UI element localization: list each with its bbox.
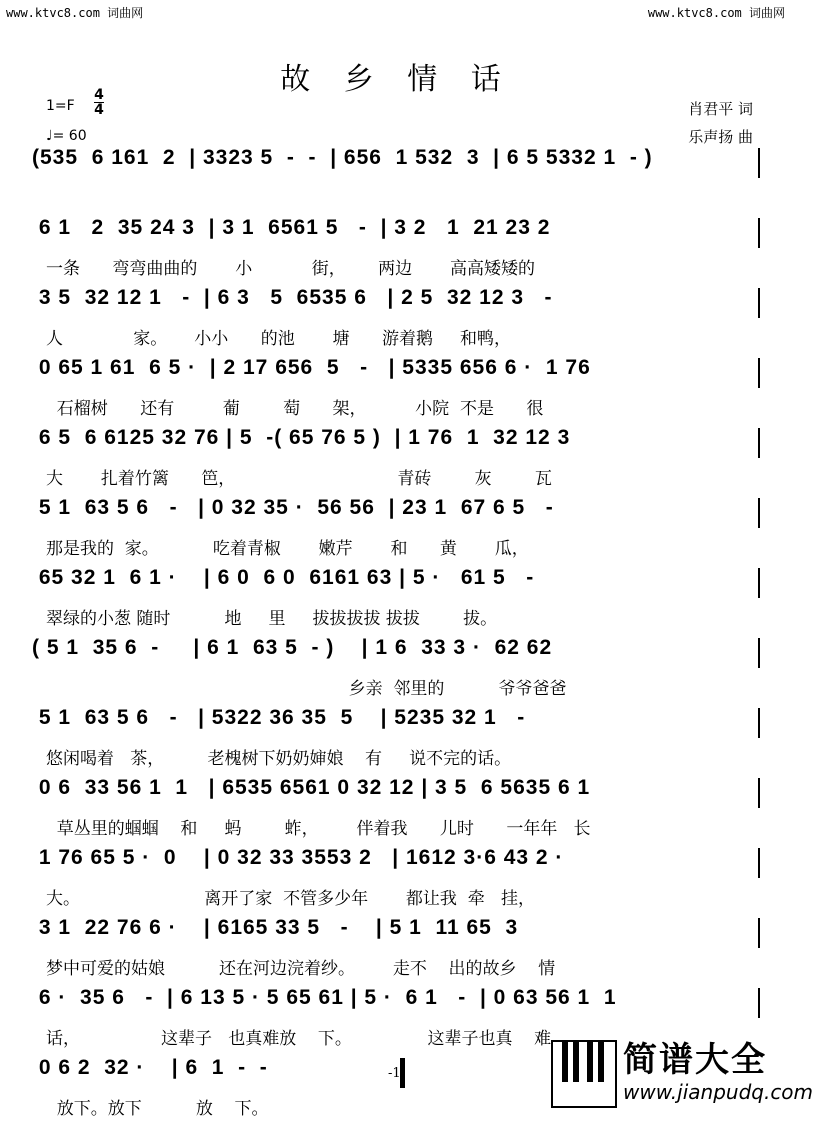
- score-system: [32, 772, 760, 842]
- lyrics-line: 大 扎着竹篱 笆， 青砖 灰 瓦: [46, 469, 552, 489]
- score-system: [32, 492, 760, 562]
- score-system: [32, 422, 760, 492]
- barline: [758, 218, 760, 248]
- barline: [758, 148, 760, 178]
- score-system: [32, 632, 760, 702]
- page-number: -1-: [387, 1066, 406, 1081]
- lyrics-line: 话， 这辈子 也真难放 下。 这辈子也真 难: [46, 1029, 552, 1049]
- score-system: [32, 842, 760, 912]
- barline: [758, 428, 760, 458]
- notation-line: 6 · 35 6 - | 6 13 5 · 5 65 61 | 5 · 6 1 - | 0 63 56 1 1: [32, 986, 617, 1009]
- barline: [758, 638, 760, 668]
- lyrics-line: 悠闲喝着 茶， 老槐树下奶奶婶娘 有 说不完的话。: [46, 749, 512, 769]
- song-title: 故 乡 情 话: [280, 62, 513, 97]
- score-system: [32, 212, 760, 282]
- notation-line: 0 6 2 32 · | 6 1 - -: [32, 1056, 282, 1079]
- logo-title: 简谱大全: [623, 1040, 767, 1080]
- score: [32, 142, 760, 1122]
- barline: [758, 918, 760, 948]
- key-signature: 1=F: [46, 98, 75, 114]
- lyrics-line: 大。 离开了家 不管多少年 都让我 牵 挂，: [46, 889, 535, 909]
- notation-line: 3 1 22 76 6 · | 6165 33 5 - | 5 1 11 65 3: [32, 916, 519, 939]
- score-system: [32, 562, 760, 632]
- notation-line: 1 76 65 5 · 0 | 0 32 33 3553 2 | 1612 3·6 43 2 ·: [32, 846, 564, 869]
- barline: [758, 778, 760, 808]
- watermark-left: www.ktvc8.com 词曲网: [6, 6, 144, 20]
- composer-credit: 乐声扬 曲: [688, 128, 753, 146]
- notation-line: 5 1 63 5 6 - | 0 32 35 · 56 56 | 23 1 67 6 5 -: [32, 496, 554, 519]
- score-system: [32, 912, 760, 982]
- lyrics-line: 那是我的 家。 吃着青椒 嫩芹 和 黄 瓜，: [46, 539, 529, 559]
- notation-line: 0 65 1 61 6 5 · | 2 17 656 5 - | 5335 656 6 · 1 76: [32, 356, 591, 379]
- notation-line: 6 1 2 35 24 3 | 3 1 6561 5 - | 3 2 1 21 23 2: [32, 216, 551, 239]
- lyrics-line: 一条 弯弯曲曲的 小 街， 两边 高高矮矮的: [46, 259, 535, 279]
- piano-icon: [551, 1040, 617, 1108]
- barline: [758, 568, 760, 598]
- notation-line: 65 32 1 6 1 · | 6 0 6 0 6161 63 | 5 · 61 5 -: [32, 566, 535, 589]
- score-system: [32, 352, 760, 422]
- score-system: [32, 702, 760, 772]
- lyrics-line: 翠绿的小葱 随时 地 里 拔拔拔拔 拔拔 拔。: [46, 609, 498, 629]
- lyrics-line: 草丛里的蝈蝈 和 蚂 蚱， 伴着我 儿时 一年年 长: [46, 819, 591, 839]
- lyrics-line: 乡亲 邻里的 爷爷爸爸: [46, 679, 567, 699]
- score-system: [32, 142, 760, 212]
- lyrics-line: 放下。放下 放 下。: [46, 1099, 269, 1119]
- logo-url: www.jianpudq.com: [623, 1080, 813, 1104]
- barline: [758, 288, 760, 318]
- lyrics-line: 石榴树 还有 葡 萄 架， 小院 不是 很: [46, 399, 544, 419]
- barline: [758, 708, 760, 738]
- barline: [758, 848, 760, 878]
- lyrics-line: 梦中可爱的姑娘 还在河边浣着纱。 走不 出的故乡 情: [46, 959, 556, 979]
- notation-line: 3 5 32 12 1 - | 6 3 5 6535 6 | 2 5 32 12 3 -: [32, 286, 553, 309]
- notation-line: (535 6 161 2 | 3323 5 - - | 656 1 532 3 | 6 5 5332 1 - ): [32, 146, 653, 169]
- watermark-right: www.ktvc8.com 词曲网: [647, 6, 785, 20]
- barline: [758, 358, 760, 388]
- time-signature: [94, 88, 104, 117]
- notation-line: 0 6 33 56 1 1 | 6535 6561 0 32 12 | 3 5 6 5635 6 1: [32, 776, 591, 799]
- meter-bottom: 4: [94, 102, 104, 118]
- score-system: [32, 282, 760, 352]
- notation-line: ( 5 1 35 6 - | 6 1 63 5 - ) | 1 6 33 3 · 62 62: [32, 636, 553, 659]
- notation-line: 6 5 6 6125 32 76 | 5 -( 65 76 5 ) | 1 76 1 32 12 3: [32, 426, 571, 449]
- tempo-mark: ♩= 60: [46, 128, 87, 144]
- site-logo: [551, 1032, 813, 1112]
- meter-top: 4: [94, 87, 104, 103]
- lyricist-credit: 肖君平 词: [688, 100, 753, 118]
- barline: [758, 498, 760, 528]
- barline: [758, 988, 760, 1018]
- lyrics-line: 人 家。 小小 的池 塘 游着鹅 和鸭，: [46, 329, 511, 349]
- notation-line: 5 1 63 5 6 - | 5322 36 35 5 | 5235 32 1 -: [32, 706, 526, 729]
